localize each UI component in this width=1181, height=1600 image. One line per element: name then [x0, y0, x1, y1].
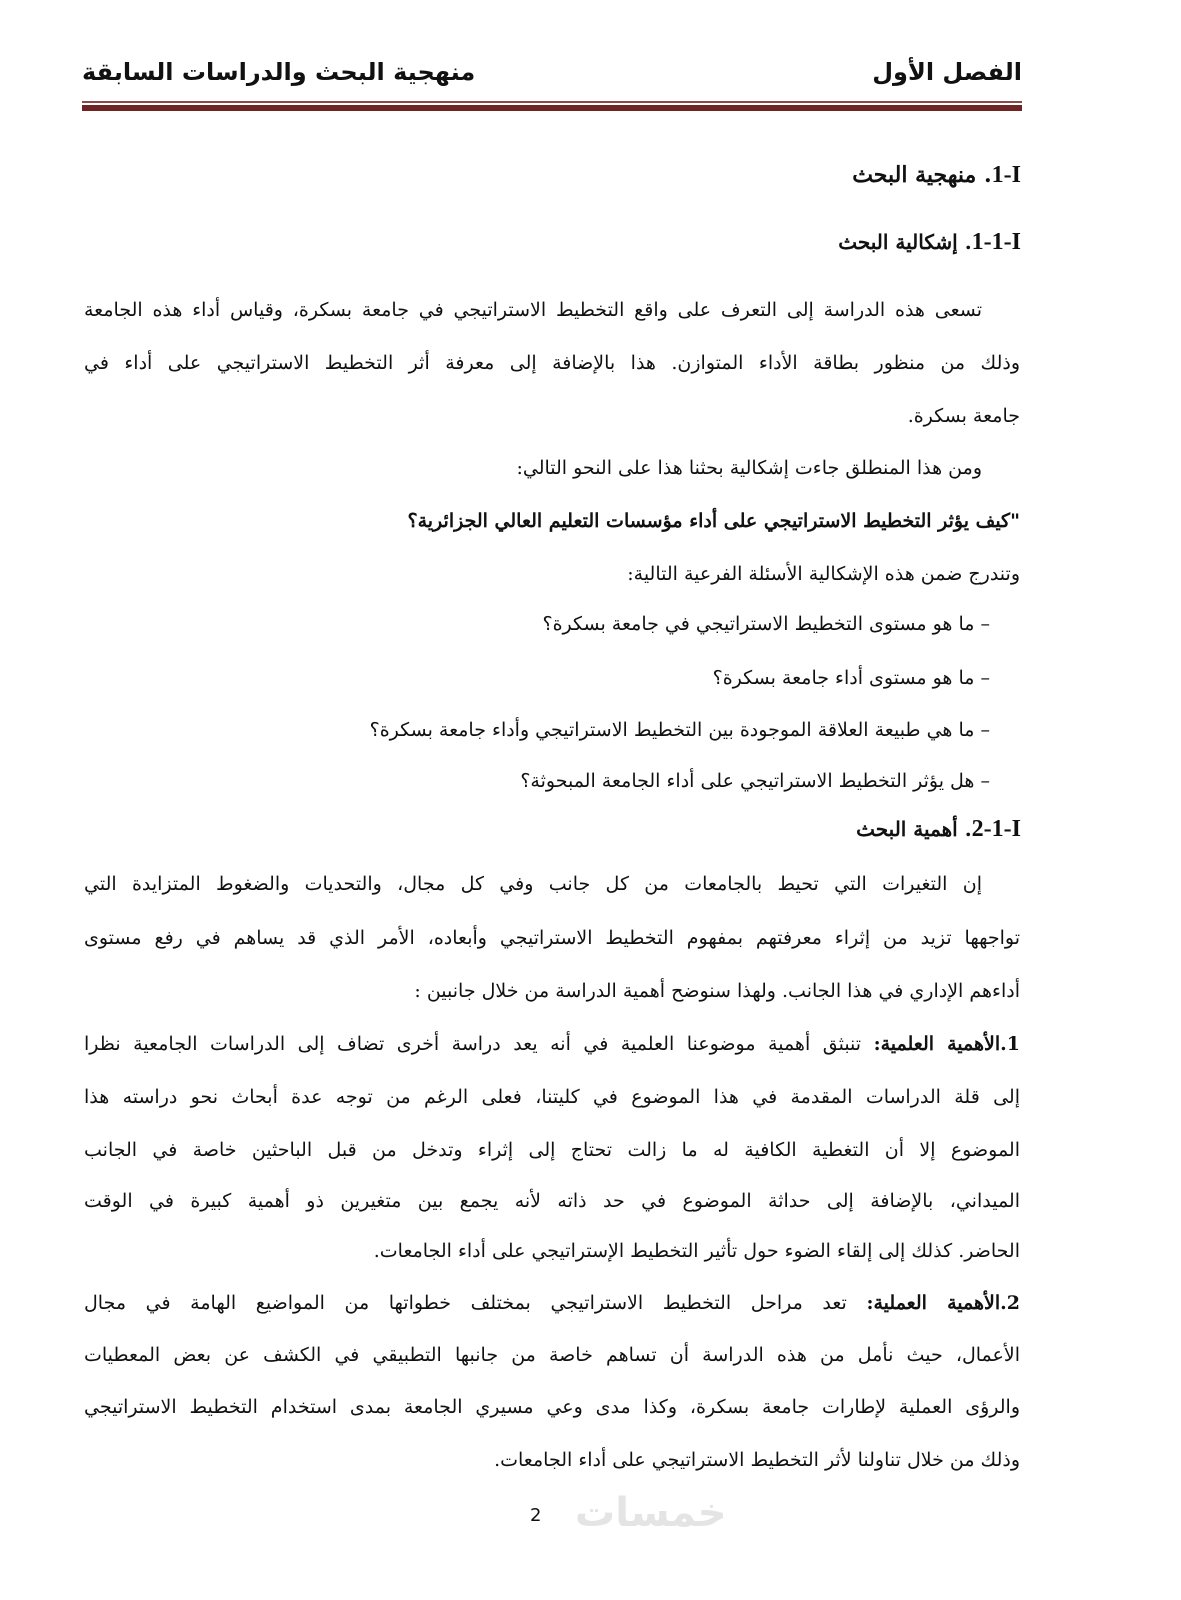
- page-header: [82, 58, 1022, 98]
- research-question: "كيف يؤثر التخطيط الاستراتيجي على أداء مؤسسات التعليم العالي الجزائرية؟: [407, 510, 1020, 532]
- paragraph-line: الحاضر. كذلك إلى إلقاء الضوء حول تأثير التخطيط الإستراتيجي على أداء الجامعات.: [373, 1240, 1020, 1262]
- subsection-heading: 1-1-I. إشكالية البحث: [838, 229, 1021, 255]
- paragraph-line: الأعمال، حيث نأمل من هذه الدراسة أن تساهم خاصة من جانبها التطبيقي في الكشف عن بعض المعطيات: [84, 1344, 1020, 1366]
- header-title: منهجية البحث والدراسات السابقة: [82, 58, 476, 86]
- paragraph-line: وذلك من خلال تناولنا لأثر التخطيط الاستراتيجي على أداء الجامعات.: [494, 1449, 1020, 1471]
- watermark: خمسات: [575, 1490, 727, 1536]
- header-rule-thick: [82, 105, 1022, 111]
- paragraph-line: جامعة بسكرة.: [907, 405, 1020, 427]
- chapter-label: الفصل الأول: [872, 58, 1022, 86]
- paragraph-line: أداءهم الإداري في هذا الجانب. ولهذا سنوضح أهمية الدراسة من خلال جانبين :: [414, 980, 1020, 1002]
- line-text: تنبثق أهمية موضوعنا العلمية في أنه يعد دراسة أخرى تضاف إلى الدراسات الجامعية نظرا: [84, 1033, 862, 1055]
- heading-number: 2-1-I: [971, 816, 1021, 842]
- scientific-importance-label: 1.الأهمية العلمية:: [873, 1033, 1021, 1055]
- sub-question: – ما هي طبيعة العلاقة الموجودة بين التخطيط الاستراتيجي وأداء جامعة بسكرة؟: [369, 719, 990, 741]
- section-heading: 1-I. منهجية البحث: [852, 162, 1021, 188]
- heading-title: أهمية البحث: [856, 817, 958, 841]
- paragraph-line: [84, 1288, 1020, 1318]
- paragraph-line: الموضوع إلا أن التغطية الكافية له ما زالت تحتاج إلى إثراء وتدخل من قبل الباحثين خاصة في الجانب: [84, 1139, 1020, 1161]
- paragraph-line: الميداني، بالإضافة إلى حداثة الموضوع في حد ذاته لأنه يجمع بين متغيرين ذو أهمية كبيرة في الوقت: [84, 1190, 1020, 1212]
- sub-question: – هل يؤثر التخطيط الاستراتيجي على أداء الجامعة المبحوثة؟: [520, 770, 990, 792]
- heading-number: 1-1-I: [971, 229, 1021, 255]
- heading-title: منهجية البحث: [852, 162, 977, 188]
- subsection-heading: 2-1-I. أهمية البحث: [856, 816, 1021, 842]
- sub-question: – ما هو مستوى التخطيط الاستراتيجي في جامعة بسكرة؟: [542, 613, 990, 635]
- paragraph-line: وذلك من منظور بطاقة الأداء المتوازن. هذا بالإضافة إلى معرفة أثر التخطيط الاستراتيجي على أداء في: [84, 352, 1020, 374]
- paragraph-line: إن التغيرات التي تحيط بالجامعات من كل جانب وفي كل مجال، والتحديات والضغوط المتزايدة التي: [84, 873, 982, 895]
- paragraph-line: تواجهها تزيد من إثراء معرفتهم بمفهوم التخطيط الاستراتيجي وأبعاده، الأمر الذي قد يساهم في رفع مستوى: [84, 927, 1020, 949]
- page-number: 2: [530, 1505, 542, 1526]
- paragraph-line: ومن هذا المنطلق جاءت إشكالية بحثنا هذا على النحو التالي:: [516, 457, 982, 479]
- paragraph-line: تسعى هذه الدراسة إلى التعرف على واقع التخطيط الاستراتيجي في جامعة بسكرة، وقياس أداء هذه الجامعة: [84, 299, 982, 321]
- paragraph-line: إلى قلة الدراسات المقدمة في هذا الموضوع في كليتنا، فعلى الرغم من توجه عدة أبحاث نحو دراسته هذا: [84, 1086, 1020, 1108]
- line-text: تعد مراحل التخطيط الاستراتيجي بمختلف خطواتها من المواضيع الهامة في مجال: [84, 1292, 847, 1314]
- paragraph-line: وتندرج ضمن هذه الإشكالية الأسئلة الفرعية التالية:: [627, 563, 1020, 585]
- heading-number: 1-I: [991, 162, 1021, 188]
- paragraph-line: والرؤى العملية لإطارات جامعة بسكرة، وكذا مدى وعي مسيري الجامعة بمدى استخدام التخطيط الاستراتيجي: [84, 1396, 1021, 1418]
- practical-importance-label: 2.الأهمية العملية:: [866, 1292, 1020, 1314]
- heading-title: إشكالية البحث: [838, 230, 958, 254]
- header-rule-thin: [82, 101, 1022, 103]
- paragraph-line: [84, 1029, 1020, 1059]
- sub-question: – ما هو مستوى أداء جامعة بسكرة؟: [712, 667, 990, 689]
